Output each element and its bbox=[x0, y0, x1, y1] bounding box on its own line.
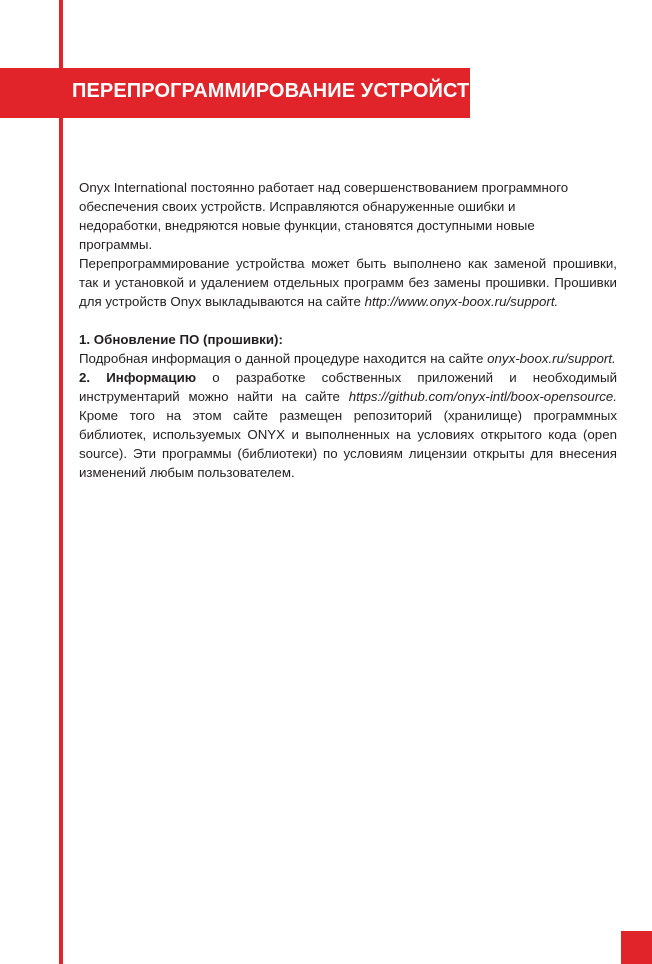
section-2-text-1: о разработке собственных приложений и необходимый инструментарий можно найти на сайте bbox=[79, 370, 618, 404]
section-1-heading: 1. Обновление ПО (прошивки): bbox=[79, 332, 283, 347]
left-accent-rule bbox=[59, 0, 63, 964]
intro-line-2: обеспечения своих устройств. Исправляются обнаруженные ошибки и bbox=[79, 199, 516, 214]
reprogramming-text: Перепрограммирование устройства может быть выполнено как заменой прошивки, так и установкой и удалением отдельных программ без замены прошивки. Прошивки для устройств Onyx выкладываются на сайте bbox=[79, 256, 617, 309]
intro-line-1: Onyx International постоянно работает над совершенствованием программного bbox=[79, 180, 569, 195]
section-1-link[interactable]: onyx-boox.ru/support. bbox=[487, 351, 616, 366]
paragraph-gap bbox=[79, 311, 617, 330]
page-title: ПЕРЕПРОГРАММИРОВАНИЕ УСТРОЙСТВА bbox=[72, 80, 498, 102]
section-2-paragraph bbox=[79, 368, 617, 482]
corner-accent-square bbox=[621, 931, 652, 964]
intro-line-4: программы. bbox=[79, 237, 153, 252]
reprogramming-paragraph bbox=[79, 254, 617, 311]
document-body bbox=[79, 178, 617, 482]
section-2-text-2: Кроме того на этом сайте размещен репозиторий (хранилище) программных библиотек, используемых ONYX и выполненных на условиях открытого кода (open source). Эти программы (библиотеки) по условиям лицензии открыты для внесения изменений любым пользователем. bbox=[79, 408, 617, 480]
section-1-paragraph bbox=[79, 349, 617, 368]
intro-line-3: недоработки, внедряются новые функции, становятся доступными новые bbox=[79, 218, 535, 233]
section-1-text: Подробная информация о данной процедуре находится на сайте bbox=[79, 351, 484, 366]
section-2-bold-lead: 2. Информацию bbox=[79, 370, 197, 385]
github-link[interactable]: https://github.com/onyx-intl/boox-opensource. bbox=[348, 389, 617, 404]
support-link[interactable]: http://www.onyx-boox.ru/support. bbox=[364, 294, 559, 309]
